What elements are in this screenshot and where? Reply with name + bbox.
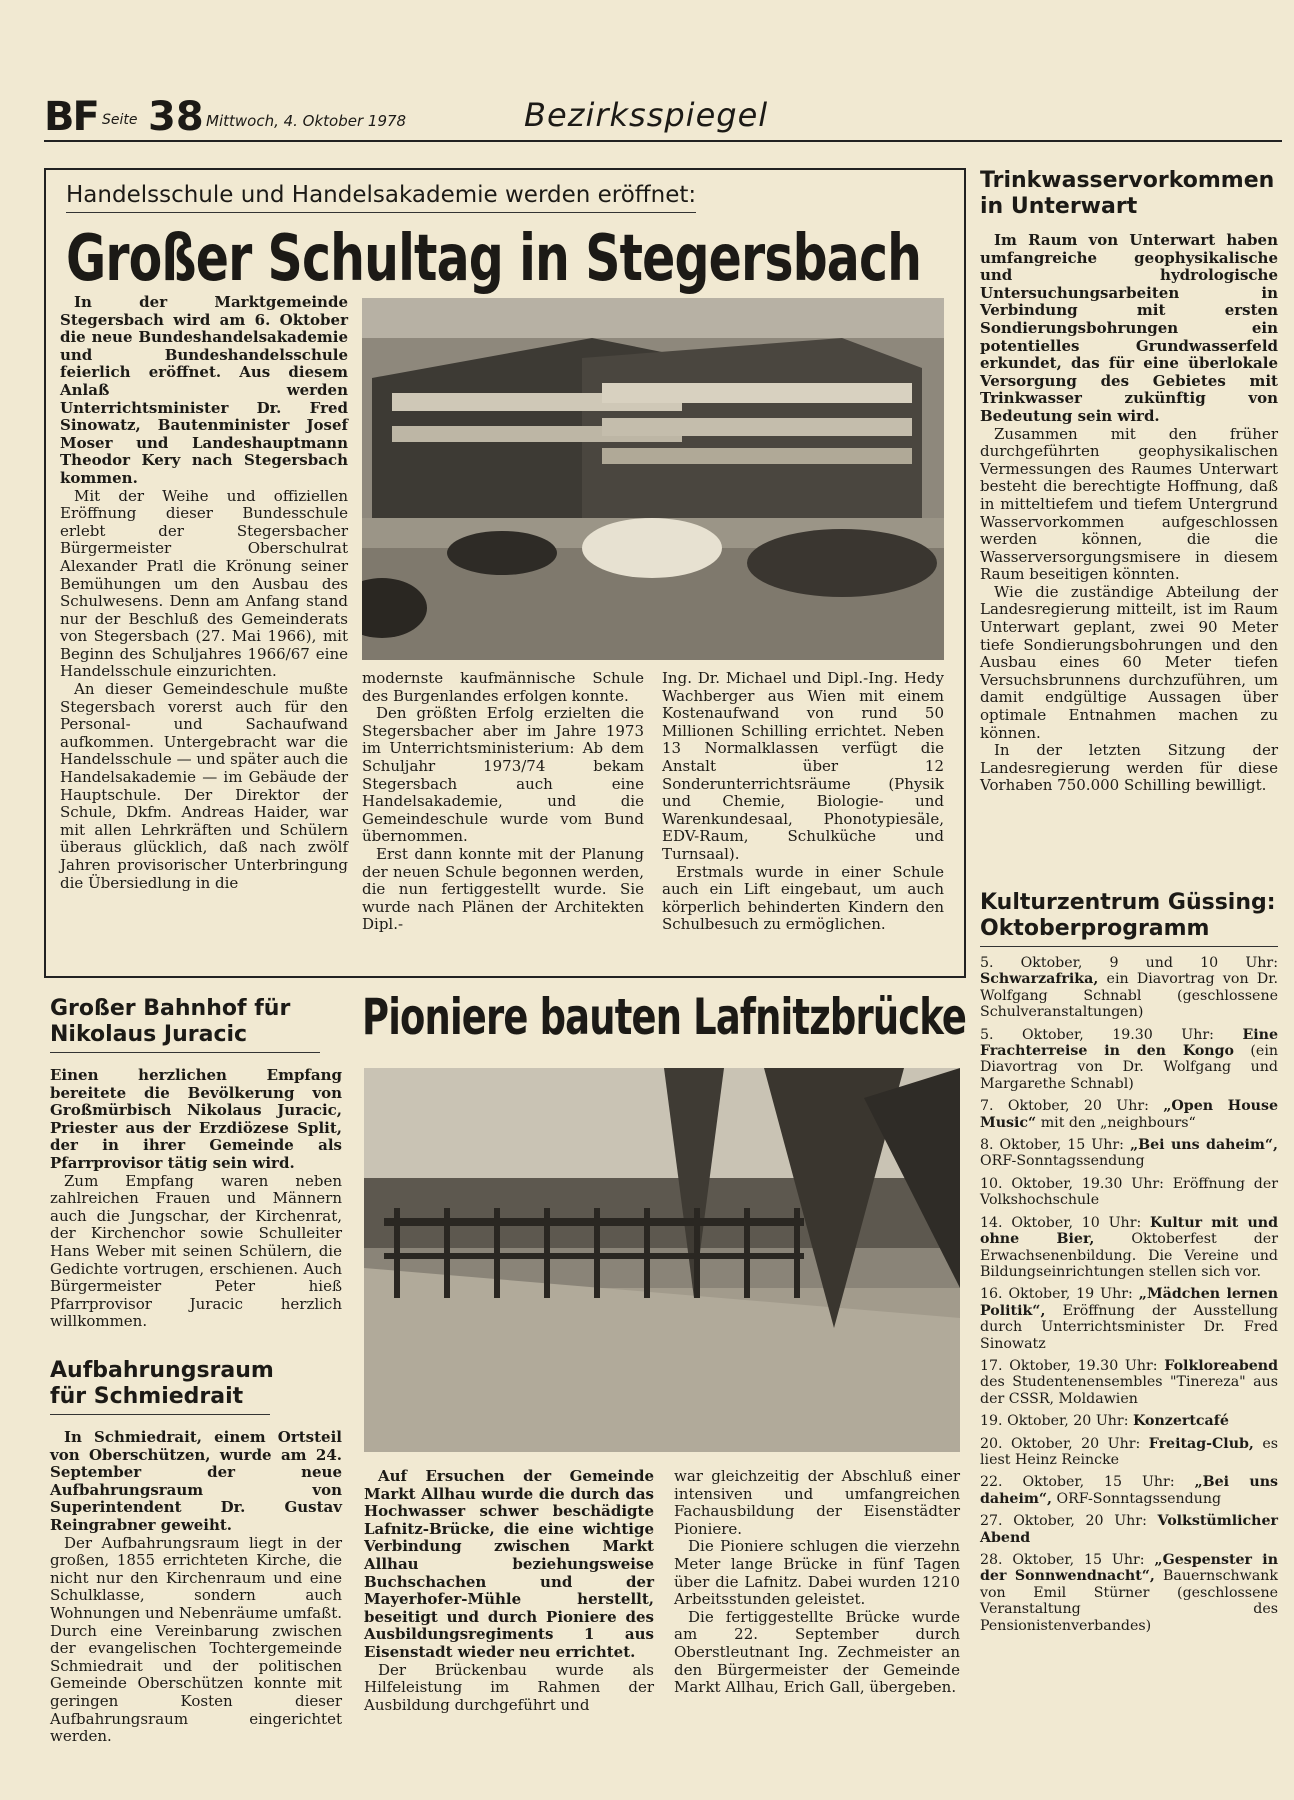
event-description: Oktoberfest der Erwachsenenbildung. Die Vereine und Bildungseinrichtungen stellen sich vor. xyxy=(980,1231,1278,1280)
article-headline: Pioniere bauten Lafnitzbrücke xyxy=(362,988,967,1046)
article-paragraph: Erst dann konnte mit der Planung der neuen Schule begonnen werden, die nun fertiggestellt wurde. Sie wurde nach Plänen der Architekten Dipl.- xyxy=(362,844,644,934)
event-time: 14. Oktober, 10 Uhr: xyxy=(980,1214,1142,1231)
article-paragraph: Ing. Dr. Michael und Dipl.-Ing. Hedy Wachberger aus Wien mit einem Kostenaufwand von rund 50 Millionen Schilling errichtet. Neben 13 Normalklassen verfügt die Anstalt über 12 Sonderunterrichtsräume (Physik und Chemie, Biologie- und Warenkundesaal, Phonotypiesäle, EDV-Raum, Schulküche und Turnsaal). xyxy=(662,669,944,863)
event-title: „Open House Music“ xyxy=(980,1098,1279,1131)
article-paragraph: An dieser Gemeindeschule mußte Stegersbach vorerst auch für den Personal- und Sachaufwand aufkommen. Untergebracht war die Handelsschule — und später auch die Handelsakademie — im Gebäude der Hauptschule. Der Direktor der Schule, Dkfm. Andreas Haider, war mit allen Lehrkräften und Schülern überaus glücklich, daß nach zwölf Jahren provisorischer Unterbringung die Übersiedlung in die xyxy=(60,680,348,892)
article-lead: Auf Ersuchen der Gemeinde Markt Allhau wurde die durch das Hochwasser schwer beschädigte Lafnitz-Brücke, die eine wichtige Verbindung zwischen Markt Allhau beziehungsweise Buchschachen und der Mayerhofer-Mühle herstellt, beseitigt und durch Pioniere des Ausbildungsregiments 1 aus Eisenstadt wieder neu errichtet. xyxy=(364,1467,654,1661)
event-description: des Studentenensembles "Tinereza" aus der CSSR, Moldawien xyxy=(980,1374,1278,1407)
event-time: 16. Oktober, 19 Uhr: xyxy=(980,1286,1133,1303)
event-time: 10. Oktober, 19.30 Uhr: xyxy=(980,1175,1164,1192)
event-description: Eröffnung der Ausstellung durch Unterrichtsminister Dr. Fred Sinowatz xyxy=(980,1302,1278,1352)
event-time: 19. Oktober, 20 Uhr: xyxy=(980,1413,1129,1430)
event-item xyxy=(980,1098,1278,1131)
article-school-box xyxy=(44,168,966,978)
event-title: Freitag-Club, xyxy=(1148,1435,1254,1452)
article-lead: In Schmiedrait, einem Ortsteil von Oberschützen, wurde am 24. September der neue Aufbahrungsraum von Superintendent Dr. Gustav Reingrabner geweiht. xyxy=(50,1428,342,1534)
event-title: „Mädchen lernen Politik“, xyxy=(980,1286,1279,1319)
article-lead: Einen herzlichen Empfang bereitete die Bevölkerung von Großmürbisch Nikolaus Juracic, Priester aus der Erzdiözese Split, der in ihrer Gemeinde als Pfarrprovisor tätig sein wird. xyxy=(50,1066,342,1172)
bridge-photo xyxy=(364,1068,960,1452)
event-item xyxy=(980,1513,1278,1546)
event-description: Eröffnung der Volkshochschule xyxy=(980,1175,1278,1209)
article-kicker: Handelsschule und Handelsakademie werden eröffnet: xyxy=(66,182,696,213)
event-title: „Bei uns daheim“, xyxy=(980,1474,1278,1507)
event-time: 28. Oktober, 15 Uhr: xyxy=(980,1552,1145,1568)
article-paragraph: In der letzten Sitzung der Landesregierung werden für diese Vorhaben 750.000 Schilling bewilligt. xyxy=(980,741,1278,795)
event-description: mit den „neighbours“ xyxy=(1040,1114,1196,1131)
article-headline: Großer Schultag in Stegersbach xyxy=(66,222,922,296)
event-description: ein Diavortrag von Dr. Wolfgang Schnabl (geschlossene Schulveranstaltungen) xyxy=(980,971,1278,1021)
article-paragraph: Die fertiggestellte Brücke wurde am 22. September durch Oberstleutnant Ing. Zechmeister an den Bürgermeister der Gemeinde Markt Allhau, Erich Gall, übergeben. xyxy=(674,1607,960,1697)
article-bahnhof-body xyxy=(50,1067,342,1331)
event-description: Bauernschwank von Emil Stürner (geschlossene Veranstaltung des Pensionistenverbandes) xyxy=(980,1568,1279,1634)
article-bahnhof xyxy=(50,996,342,1331)
article-headline: Aufbahrungsraum für Schmiedrait xyxy=(50,1358,270,1415)
article-paragraph: modernste kaufmännische Schule des Burgenlandes erfolgen konnte. xyxy=(362,669,644,705)
issue-date: Mittwoch, 4. Oktober 1978 xyxy=(206,112,407,130)
bridge-illustration xyxy=(364,1068,960,1452)
event-title: „Gespenster in der Sonnwendnacht“, xyxy=(980,1552,1279,1585)
event-item xyxy=(980,1436,1278,1469)
article-bridge-column-1 xyxy=(364,1468,654,1714)
article-lead: Im Raum von Unterwart haben umfangreiche geophysikalische und hydrologische Untersuchungsarbeiten in Verbindung mit ersten Sondierungsbohrungen ein potentielles Grundwasserfeld erkundet, das für eine überlokale Versorgung des Gebietes mit Trinkwasser zukünftig von Bedeutung sein wird. xyxy=(980,231,1278,425)
school-building-illustration xyxy=(362,298,944,660)
event-item xyxy=(980,1215,1278,1281)
event-item xyxy=(980,1358,1278,1407)
article-lead: In der Marktgemeinde Stegersbach wird am 6. Oktober die neue Bundeshandelsakademie und Bundeshandelsschule feierlich eröffnet. Aus diesem Anlaß werden Unterrichtsminister Dr. Fred Sinowatz, Bautenminister Josef Moser und Landeshauptmann Theodor Kery nach Stegersbach kommen. xyxy=(60,293,348,487)
event-title: Eine Frachterreise in den Kongo xyxy=(980,1026,1278,1060)
article-culture xyxy=(980,890,1278,1640)
event-title: Volkstümlicher Abend xyxy=(980,1513,1278,1546)
event-time: 22. Oktober, 15 Uhr: xyxy=(980,1474,1175,1491)
event-time: 5. Oktober, 9 und 10 Uhr: xyxy=(980,955,1278,971)
school-building-photo xyxy=(362,298,944,660)
page-number: 38 xyxy=(148,94,204,140)
newspaper-logo: BF xyxy=(44,94,98,140)
event-item xyxy=(980,1552,1278,1634)
event-time: 20. Oktober, 20 Uhr: xyxy=(980,1435,1141,1452)
event-title: Folkloreabend xyxy=(1164,1357,1279,1374)
article-paragraph: Wie die zuständige Abteilung der Landesregierung mitteilt, ist im Raum Unterwart geplant, zwei 90 Meter tiefe Sondierungsbohrungen und den Ausbau eines 60 Meter tiefen Versuchsbrunnens durchzuführen, um damit endgültige Aussagen über optimale Entnahmen machen zu können. xyxy=(980,582,1278,742)
article-school-column-3 xyxy=(662,670,944,934)
article-headline: Großer Bahnhof für Nikolaus Juracic xyxy=(50,996,320,1053)
event-time: 27. Oktober, 20 Uhr: xyxy=(980,1513,1147,1530)
article-paragraph: Mit der Weihe und offiziellen Eröffnung dieser Bundesschule erlebt der Stegersbacher Bürgermeister Oberschulrat Alexander Pratl die Krönung seiner Bemühungen um den Ausbau des Schulwesens. Denn am Anfang stand nur der Beschluß des Gemeinderats von Stegersbach (27. Mai 1966), mit Beginn des Schuljahres 1966/67 eine Handelsschule einzurichten. xyxy=(60,486,348,681)
event-title: Konzertcafé xyxy=(1133,1413,1229,1430)
event-item xyxy=(980,955,1278,1021)
article-paragraph: Erstmals wurde in einer Schule auch ein Lift eingebaut, um auch körperlich behinderten Kindern den Schulbesuch zu ermöglichen. xyxy=(662,862,944,934)
article-aufbahrung xyxy=(50,1358,342,1746)
event-title: „Bei uns daheim“, xyxy=(1129,1137,1278,1154)
event-time: 17. Oktober, 19.30 Uhr: xyxy=(980,1357,1158,1374)
event-description: (ein Diavortrag von Dr. Wolfgang und Margarethe Schnabl) xyxy=(980,1043,1278,1092)
section-title: Bezirksspiegel xyxy=(524,96,769,134)
article-paragraph: war gleichzeitig der Abschluß einer intensiven und umfangreichen Fachausbildung der Eisenstädter Pioniere. xyxy=(674,1467,960,1538)
article-paragraph: Der Aufbahrungsraum liegt in der großen, 1855 errichteten Kirche, die nicht nur den Kirchenraum und eine Schulklasse, sondern auch Wohnungen und Nebenräume umfaßt. Durch eine Vereinbarung zwischen der evangelischen Tochtergemeinde Schmiedrait und der politischen Gemeinde Oberschützen konnte mit geringen Kosten dieser Aufbahrungsraum eingerichtet werden. xyxy=(50,1533,342,1746)
article-school-column-1 xyxy=(60,294,348,892)
article-bridge-column-2 xyxy=(674,1468,960,1697)
masthead xyxy=(44,94,1282,142)
article-headline: Trinkwasservorkommen in Unterwart xyxy=(980,168,1275,219)
article-paragraph: Zusammen mit den früher durchgeführten geophysikalischen Vermessungen des Raumes Unterwart besteht die berechtigte Hoffnung, daß in mitteltiefem und tiefem Untergrund Wasservorkommen aufgeschlossen werden können, die die Wasserversorgungsmisere in diesem Raum beseitigen könnten. xyxy=(980,424,1278,584)
event-time: 7. Oktober, 20 Uhr: xyxy=(980,1098,1149,1115)
page-label: Seite xyxy=(102,112,138,128)
event-item xyxy=(980,1474,1278,1507)
event-item xyxy=(980,1286,1278,1352)
article-paragraph: Die Pioniere schlugen die vierzehn Meter lange Brücke in fünf Tagen über die Lafnitz. Dabei wurden 1210 Arbeitsstunden geleistet. xyxy=(674,1537,960,1609)
article-headline: Kulturzentrum Güssing: Oktoberprogramm xyxy=(980,890,1278,947)
event-item xyxy=(980,1176,1278,1209)
event-item xyxy=(980,1137,1278,1170)
event-description: es liest Heinz Reincke xyxy=(980,1435,1279,1468)
event-description: ORF-Sonntagssendung xyxy=(1056,1490,1222,1507)
event-title: Kultur mit und ohne Bier, xyxy=(980,1214,1279,1248)
event-item xyxy=(980,1027,1278,1093)
event-time: 5. Oktober, 19.30 Uhr: xyxy=(980,1026,1214,1043)
event-list xyxy=(980,955,1278,1634)
article-paragraph: Den größten Erfolg erzielten die Stegersbacher aber im Jahre 1973 im Unterrichtsministerium: Ab dem Schuljahr 1973/74 bekam Stegersbach auch eine Handelsakademie, und die Gemeindeschule wurde vom Bund übernommen. xyxy=(362,704,644,846)
article-paragraph: Der Brückenbau wurde als Hilfeleistung im Rahmen der Ausbildung durchgeführt und xyxy=(364,1660,654,1714)
event-time: 8. Oktober, 15 Uhr: xyxy=(980,1137,1124,1154)
article-aufbahrung-body xyxy=(50,1429,342,1746)
article-school-column-2 xyxy=(362,670,644,934)
article-water-body xyxy=(980,232,1278,795)
event-item xyxy=(980,1413,1278,1429)
article-paragraph: Zum Empfang waren neben zahlreichen Frauen und Männern auch die Jungschar, der Kirchenrat, der Kirchenchor sowie Schulleiter Hans Weber mit seinen Schülern, die Gedichte vortrugen, erschienen. Auch Bürgermeister Peter hieß Pfarrprovisor Juracic herzlich willkommen. xyxy=(50,1171,342,1331)
article-water xyxy=(980,168,1278,795)
event-description: ORF-Sonntagssendung xyxy=(980,1153,1145,1170)
event-title: Schwarzafrika, xyxy=(980,971,1099,988)
